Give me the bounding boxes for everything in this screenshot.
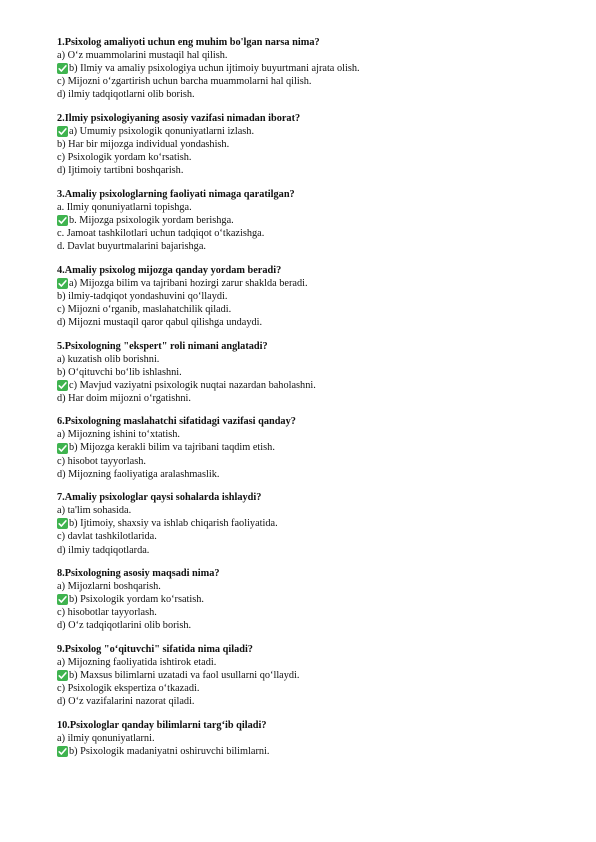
question-block [57,491,577,556]
answer-option-text: b) Mijozga kerakli bilim va tajribani taqdim etish. [69,442,275,454]
answer-option-text: a) Mijozga bilim va tajribani hozirgi zarur shaklda beradi. [69,277,308,289]
question-title: 9.Psixolog "o‘qituvchi" sifatida nima qiladi? [57,644,253,655]
answer-option-text: d) Mijozni mustaqil qaror qabul qilishga undaydi. [57,316,263,328]
quiz-document [57,36,577,769]
answer-option-text: d) ilmiy tadqiqotlarda. [57,544,150,556]
answer-option [57,316,577,329]
answer-option [57,151,577,164]
check-mark-icon [57,63,68,74]
question-title: 4.Amaliy psixolog mijozga qanday yordam beradi? [57,264,282,276]
answer-option-text: c) hisobot tayyorlash. [57,455,146,467]
answer-option [57,606,577,619]
answer-option-text: a. Ilmiy qonuniyatlarni topishga. [57,201,192,213]
answer-option-text: a) Mijozlarni boshqarish. [57,581,161,593]
question-title: 7.Amaliy psixologlar qaysi sohalarda ishlaydi? [57,492,262,504]
answer-option-correct [57,593,577,606]
answer-option [57,49,577,62]
answer-option [57,138,577,151]
question-title: 8.Psixologning asosiy maqsadi nima? [57,568,220,580]
answer-option [57,227,577,240]
answer-option [57,656,577,669]
answer-option-correct [57,62,577,75]
answer-option [57,695,577,708]
answer-option-text: b) O‘qituvchi bo‘lib ishlashni. [57,366,182,378]
answer-option [57,201,577,214]
answer-option-text: d. Davlat buyurtmalarini bajarishga. [57,241,206,253]
answer-option [57,164,577,177]
answer-option [57,353,577,366]
check-mark-icon [57,215,68,226]
check-mark-icon [57,126,68,137]
answer-option-text: c) davlat tashkilotlarida. [57,531,157,543]
answer-option-text: b) Ilmiy va amaliy psixologiya uchun ijtimoiy buyurtmani ajrata olish. [69,63,360,75]
answer-option [57,75,577,88]
answer-option [57,682,577,695]
question-title: 1.Psixolog amaliyoti uchun eng muhim bo'lgan narsa nima? [57,37,320,48]
answer-option [57,732,577,745]
answer-option-text: d) O‘z tadqiqotlarini olib borish. [57,620,192,632]
answer-option [57,530,577,543]
question-block [57,112,577,177]
answer-option-text: b) Maxsus bilimlarni uzatadi va faol usullarni qo‘llaydi. [69,670,300,682]
answer-option-text: b) Har bir mijozga individual yondashish. [57,138,230,150]
question-block [57,36,577,101]
answer-option-text: c) Mavjud vaziyatni psixologik nuqtai nazardan baholashni. [69,379,316,391]
question-title: 5.Psixologning "ekspert" roli nimani anglatadi? [57,340,268,352]
question-block [57,719,577,758]
answer-option-text: c) hisobotlar tayyorlash. [57,607,157,619]
answer-option [57,88,577,101]
question-block [57,567,577,632]
answer-option-text: d) ilmiy tadqiqotlarni olib borish. [57,89,195,101]
answer-option-text: a) O‘z muammolarini mustaqil hal qilish. [57,50,228,61]
answer-option-correct [57,669,577,682]
question-block [57,415,577,480]
answer-option-text: b) ilmiy-tadqiqot yondashuvini qo‘llaydi. [57,290,228,302]
answer-option-text: a) Mijozning ishini to‘xtatish. [57,429,180,441]
answer-option [57,366,577,379]
check-mark-icon [57,278,68,289]
answer-option-text: d) Mijozning faoliyatiga aralashmaslik. [57,468,220,480]
answer-option-text: b) Psixologik madaniyatni oshiruvchi bilimlarni. [69,745,270,757]
answer-option-text: a) kuzatish olib borishni. [57,353,160,365]
answer-option-text: c. Jamoat tashkilotlari uchun tadqiqot o‘tkazishga. [57,227,265,239]
question-title: 3.Amaliy psixologlarning faoliyati nimaga qaratilgan? [57,188,295,200]
answer-option [57,544,577,557]
answer-option-text: b) Psixologik yordam ko‘rsatish. [69,594,204,606]
answer-option-text: d) Ijtimoiy tartibni boshqarish. [57,165,184,177]
check-mark-icon [57,380,68,391]
answer-option-correct [57,745,577,758]
answer-option [57,428,577,441]
question-title: 2.Ilmiy psixologiyaning asosiy vazifasi nimadan iborat? [57,112,301,124]
check-mark-icon [57,518,68,529]
answer-option [57,240,577,253]
check-mark-icon [57,443,68,454]
question-title: 6.Psixologning maslahatchi sifatidagi vazifasi qanday? [57,416,296,428]
answer-option-text: a) Umumiy psixologik qonuniyatlarni izlash. [69,125,255,137]
answer-option [57,468,577,481]
answer-option [57,290,577,303]
answer-option-text: c) Mijozni o‘rganib, maslahatchilik qiladi. [57,303,232,315]
answer-option-text: c) Mijozni o‘zgartirish uchun barcha muammolarni hal qilish. [57,76,312,88]
question-block [57,264,577,329]
answer-option-correct [57,517,577,530]
answer-option-correct [57,441,577,454]
answer-option [57,580,577,593]
question-title: 10.Psixologlar qanday bilimlarni targ‘ib qiladi? [57,719,267,731]
question-block [57,340,577,405]
answer-option [57,392,577,405]
answer-option-correct [57,277,577,290]
answer-option-text: d) O‘z vazifalarini nazorat qiladi. [57,696,195,708]
check-mark-icon [57,670,68,681]
answer-option-text: b) Ijtimoiy, shaxsiy va ishlab chiqarish faoliyatida. [69,518,278,530]
answer-option-correct [57,125,577,138]
answer-option [57,303,577,316]
answer-option-correct [57,379,577,392]
answer-option-correct [57,214,577,227]
answer-option-text: a) ilmiy qonuniyatlarni. [57,732,155,744]
question-block [57,188,577,253]
answer-option-text: b. Mijozga psixologik yordam berishga. [69,214,234,226]
answer-option-text: c) Psixologik yordam ko‘rsatish. [57,152,192,164]
check-mark-icon [57,746,68,757]
answer-option [57,504,577,517]
answer-option-text: a) ta'lim sohasida. [57,505,132,517]
answer-option [57,619,577,632]
question-block [57,643,577,708]
answer-option-text: a) Mijozning faoliyatida ishtirok etadi. [57,657,217,668]
answer-option-text: c) Psixologik ekspertiza o‘tkazadi. [57,683,200,695]
answer-option-text: d) Har doim mijozni o‘rgatishni. [57,392,191,404]
answer-option [57,455,577,468]
check-mark-icon [57,594,68,605]
